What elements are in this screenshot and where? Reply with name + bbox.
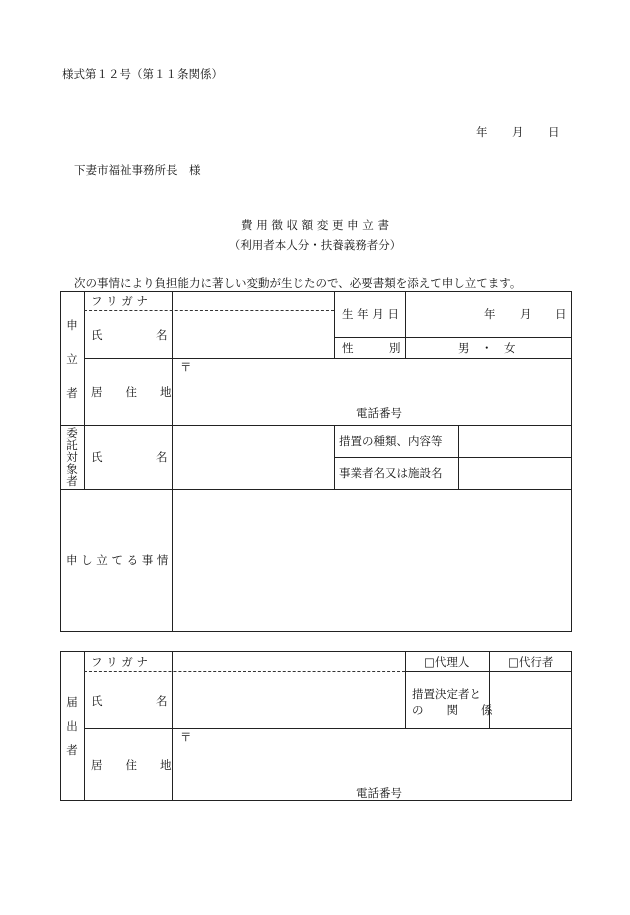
birth-day-label: 日 xyxy=(555,307,567,321)
notifier-phone-label: 電話番号 xyxy=(356,786,402,800)
relation-label-line1: 措置決定者と xyxy=(412,687,481,701)
target-name-label-first: 氏 xyxy=(91,450,103,464)
agent-checkbox[interactable]: □代理人 xyxy=(424,655,470,669)
birth-date-field[interactable] xyxy=(406,292,571,336)
addressee: 下妻市福祉事務所長 様 xyxy=(74,163,201,177)
facility-field[interactable] xyxy=(459,458,571,488)
applicant-label-3: 者 xyxy=(66,386,78,400)
form-title: 費 用 徴 収 額 変 更 申 立 書 xyxy=(241,218,389,232)
furigana-field[interactable] xyxy=(173,292,333,309)
target-label-4: 象 xyxy=(66,462,78,476)
notifier-name-label-first: 氏 xyxy=(91,694,103,708)
postal-mark: 〒 xyxy=(180,360,192,374)
proxy-checkbox[interactable]: □代行者 xyxy=(508,655,554,669)
date-month-label: 月 xyxy=(512,125,524,139)
measure-type-field[interactable] xyxy=(459,426,571,456)
target-name-field[interactable] xyxy=(173,426,333,488)
name-field[interactable] xyxy=(173,311,333,357)
notifier-address-field[interactable] xyxy=(173,729,571,799)
notifier-label-2: 出 xyxy=(66,719,78,733)
notifier-postal-mark: 〒 xyxy=(180,730,192,744)
phone-label: 電話番号 xyxy=(356,406,402,420)
notifier-label-3: 者 xyxy=(66,743,78,757)
target-label-2: 託 xyxy=(66,438,78,452)
sex-label-first: 性 xyxy=(342,341,354,355)
target-label-1: 委 xyxy=(66,426,78,440)
birth-month-label: 月 xyxy=(520,307,532,321)
sex-label-second: 別 xyxy=(389,341,401,355)
notifier-name-label-second: 名 xyxy=(156,694,168,708)
name-label-second: 名 xyxy=(156,328,168,342)
measure-type-label: 措置の種類、内容等 xyxy=(339,434,443,448)
target-label-5: 者 xyxy=(66,474,78,488)
relation-label-line2: の 関 係 xyxy=(412,703,493,717)
date-day-label: 日 xyxy=(548,125,560,139)
birth-date-label: 生 年 月 日 xyxy=(342,307,399,321)
intro-text: 次の事情により負担能力に著しい変動が生じたので、必要書類を添えて申し立てます。 xyxy=(74,276,522,290)
birth-year-label: 年 xyxy=(484,307,496,321)
address-label: 居 住 地 xyxy=(91,385,172,399)
reason-field[interactable] xyxy=(173,490,571,630)
applicant-label-2: 立 xyxy=(66,352,78,366)
name-label-first: 氏 xyxy=(91,328,103,342)
date-year-label: 年 xyxy=(476,125,488,139)
relation-field[interactable] xyxy=(490,672,571,727)
notifier-name-field[interactable] xyxy=(173,672,404,727)
applicant-label-1: 申 xyxy=(66,318,78,332)
notifier-furigana-field[interactable] xyxy=(173,652,404,670)
target-name-label-second: 名 xyxy=(156,450,168,464)
target-label-3: 対 xyxy=(66,450,78,464)
notifier-furigana-label: フ リ ガ ナ xyxy=(91,655,148,669)
notifier-address-label: 居 住 地 xyxy=(91,758,172,772)
furigana-label: フ リ ガ ナ xyxy=(91,294,148,308)
notifier-label-1: 届 xyxy=(66,695,78,709)
form-number: 様式第１２号（第１１条関係） xyxy=(62,67,223,81)
facility-label: 事業者名又は施設名 xyxy=(339,466,443,480)
form-subtitle: （利用者本人分・扶養義務者分） xyxy=(228,238,402,252)
sex-options[interactable]: 男 ・ 女 xyxy=(458,341,516,355)
address-field[interactable] xyxy=(173,359,571,424)
reason-label: 申 し 立 て る 事 情 xyxy=(66,553,169,567)
